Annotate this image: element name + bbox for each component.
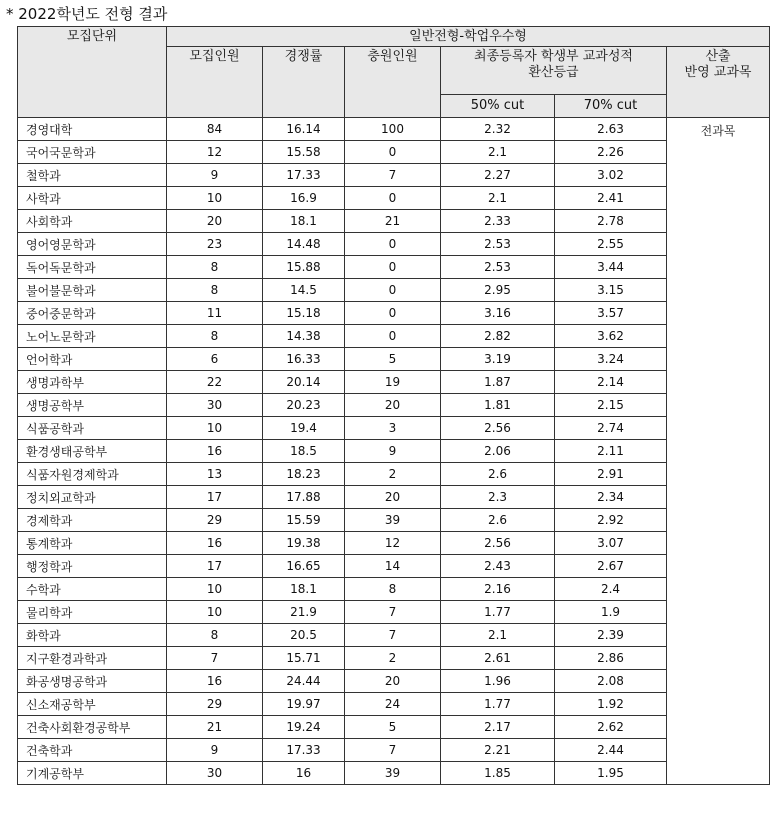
unit-name-cell: 경영대학 bbox=[18, 118, 167, 141]
additional-cell: 0 bbox=[345, 233, 441, 256]
unit-name-cell: 사회학과 bbox=[18, 210, 167, 233]
unit-name-cell: 국어국문학과 bbox=[18, 141, 167, 164]
table-row bbox=[18, 716, 770, 739]
competition-cell: 20.23 bbox=[263, 394, 345, 417]
header-reflect-line1: 산출 bbox=[705, 49, 731, 64]
cut50-cell: 2.43 bbox=[441, 555, 555, 578]
additional-cell: 39 bbox=[345, 509, 441, 532]
cut50-cell: 2.1 bbox=[441, 141, 555, 164]
additional-cell: 7 bbox=[345, 164, 441, 187]
cut50-cell: 2.53 bbox=[441, 233, 555, 256]
competition-cell: 20.14 bbox=[263, 371, 345, 394]
competition-cell: 18.5 bbox=[263, 440, 345, 463]
unit-name-cell: 행정학과 bbox=[18, 555, 167, 578]
cut50-cell: 2.1 bbox=[441, 187, 555, 210]
competition-cell: 17.33 bbox=[263, 164, 345, 187]
cut50-cell: 1.77 bbox=[441, 693, 555, 716]
competition-cell: 16 bbox=[263, 762, 345, 785]
table-row bbox=[18, 348, 770, 371]
quota-cell: 7 bbox=[167, 647, 263, 670]
table-row bbox=[18, 164, 770, 187]
cut50-cell: 2.53 bbox=[441, 256, 555, 279]
cut70-cell: 2.74 bbox=[555, 417, 667, 440]
unit-name-cell: 화학과 bbox=[18, 624, 167, 647]
cut70-cell: 2.62 bbox=[555, 716, 667, 739]
table-row bbox=[18, 141, 770, 164]
competition-cell: 19.38 bbox=[263, 532, 345, 555]
cut70-cell: 2.44 bbox=[555, 739, 667, 762]
quota-cell: 17 bbox=[167, 486, 263, 509]
additional-cell: 5 bbox=[345, 348, 441, 371]
cut70-cell: 2.78 bbox=[555, 210, 667, 233]
table-header bbox=[18, 27, 770, 118]
quota-cell: 10 bbox=[167, 187, 263, 210]
competition-cell: 18.1 bbox=[263, 210, 345, 233]
unit-name-cell: 식품공학과 bbox=[18, 417, 167, 440]
cut50-cell: 2.16 bbox=[441, 578, 555, 601]
unit-name-cell: 중어중문학과 bbox=[18, 302, 167, 325]
competition-cell: 15.71 bbox=[263, 647, 345, 670]
quota-cell: 9 bbox=[167, 739, 263, 762]
table-row bbox=[18, 578, 770, 601]
unit-name-cell: 지구환경과학과 bbox=[18, 647, 167, 670]
cut50-cell: 2.33 bbox=[441, 210, 555, 233]
additional-cell: 20 bbox=[345, 486, 441, 509]
quota-cell: 30 bbox=[167, 762, 263, 785]
quota-cell: 8 bbox=[167, 624, 263, 647]
competition-cell: 16.65 bbox=[263, 555, 345, 578]
unit-name-cell: 건축사회환경공학부 bbox=[18, 716, 167, 739]
table-row bbox=[18, 210, 770, 233]
additional-cell: 2 bbox=[345, 647, 441, 670]
cut50-cell: 2.21 bbox=[441, 739, 555, 762]
table-row bbox=[18, 302, 770, 325]
cut70-cell: 2.15 bbox=[555, 394, 667, 417]
competition-cell: 20.5 bbox=[263, 624, 345, 647]
quota-cell: 13 bbox=[167, 463, 263, 486]
header-grade-line1: 최종등록자 학생부 교과성적 bbox=[474, 49, 633, 64]
header-reflect bbox=[667, 47, 770, 118]
quota-cell: 29 bbox=[167, 509, 263, 532]
quota-cell: 84 bbox=[167, 118, 263, 141]
cut50-cell: 1.96 bbox=[441, 670, 555, 693]
unit-name-cell: 기계공학부 bbox=[18, 762, 167, 785]
table-row bbox=[18, 693, 770, 716]
table-row bbox=[18, 233, 770, 256]
quota-cell: 16 bbox=[167, 532, 263, 555]
cut70-cell: 2.92 bbox=[555, 509, 667, 532]
additional-cell: 8 bbox=[345, 578, 441, 601]
unit-name-cell: 철학과 bbox=[18, 164, 167, 187]
additional-cell: 100 bbox=[345, 118, 441, 141]
cut50-cell: 2.82 bbox=[441, 325, 555, 348]
table-row bbox=[18, 118, 770, 141]
cut70-cell: 2.91 bbox=[555, 463, 667, 486]
unit-name-cell: 언어학과 bbox=[18, 348, 167, 371]
unit-name-cell: 물리학과 bbox=[18, 601, 167, 624]
competition-cell: 19.97 bbox=[263, 693, 345, 716]
unit-name-cell: 독어독문학과 bbox=[18, 256, 167, 279]
additional-cell: 39 bbox=[345, 762, 441, 785]
header-unit: 모집단위 bbox=[18, 27, 167, 118]
quota-cell: 8 bbox=[167, 256, 263, 279]
table-row bbox=[18, 532, 770, 555]
header-competition: 경쟁률 bbox=[263, 47, 345, 118]
competition-cell: 14.38 bbox=[263, 325, 345, 348]
unit-name-cell: 생명과학부 bbox=[18, 371, 167, 394]
additional-cell: 7 bbox=[345, 739, 441, 762]
table-row bbox=[18, 417, 770, 440]
header-admission-type: 일반전형-학업우수형 bbox=[167, 27, 770, 47]
header-grade bbox=[441, 47, 667, 95]
cut70-cell: 2.11 bbox=[555, 440, 667, 463]
cut50-cell: 2.27 bbox=[441, 164, 555, 187]
cut70-cell: 2.08 bbox=[555, 670, 667, 693]
quota-cell: 10 bbox=[167, 578, 263, 601]
cut70-cell: 3.24 bbox=[555, 348, 667, 371]
unit-name-cell: 정치외교학과 bbox=[18, 486, 167, 509]
unit-name-cell: 영어영문학과 bbox=[18, 233, 167, 256]
additional-cell: 7 bbox=[345, 624, 441, 647]
additional-cell: 0 bbox=[345, 279, 441, 302]
additional-cell: 14 bbox=[345, 555, 441, 578]
quota-cell: 23 bbox=[167, 233, 263, 256]
competition-cell: 17.88 bbox=[263, 486, 345, 509]
cut70-cell: 2.63 bbox=[555, 118, 667, 141]
competition-cell: 14.48 bbox=[263, 233, 345, 256]
cut50-cell: 2.3 bbox=[441, 486, 555, 509]
table-row bbox=[18, 371, 770, 394]
unit-name-cell: 불어불문학과 bbox=[18, 279, 167, 302]
cut70-cell: 3.44 bbox=[555, 256, 667, 279]
cut70-cell: 2.86 bbox=[555, 647, 667, 670]
table-row bbox=[18, 555, 770, 578]
quota-cell: 10 bbox=[167, 601, 263, 624]
additional-cell: 0 bbox=[345, 256, 441, 279]
header-grade-line2: 환산등급 bbox=[528, 65, 579, 80]
competition-cell: 15.59 bbox=[263, 509, 345, 532]
unit-name-cell: 환경생태공학부 bbox=[18, 440, 167, 463]
competition-cell: 18.1 bbox=[263, 578, 345, 601]
quota-cell: 30 bbox=[167, 394, 263, 417]
cut70-cell: 2.55 bbox=[555, 233, 667, 256]
competition-cell: 24.44 bbox=[263, 670, 345, 693]
table-row bbox=[18, 670, 770, 693]
additional-cell: 12 bbox=[345, 532, 441, 555]
table-row bbox=[18, 440, 770, 463]
additional-cell: 0 bbox=[345, 325, 441, 348]
additional-cell: 7 bbox=[345, 601, 441, 624]
competition-cell: 16.9 bbox=[263, 187, 345, 210]
competition-cell: 19.4 bbox=[263, 417, 345, 440]
cut50-cell: 3.16 bbox=[441, 302, 555, 325]
cut70-cell: 3.15 bbox=[555, 279, 667, 302]
cut50-cell: 2.56 bbox=[441, 417, 555, 440]
additional-cell: 9 bbox=[345, 440, 441, 463]
cut70-cell: 2.34 bbox=[555, 486, 667, 509]
table-row bbox=[18, 601, 770, 624]
quota-cell: 6 bbox=[167, 348, 263, 371]
cut70-cell: 1.95 bbox=[555, 762, 667, 785]
unit-name-cell: 사학과 bbox=[18, 187, 167, 210]
table-row bbox=[18, 279, 770, 302]
cut70-cell: 2.4 bbox=[555, 578, 667, 601]
cut50-cell: 2.6 bbox=[441, 509, 555, 532]
competition-cell: 15.88 bbox=[263, 256, 345, 279]
additional-cell: 5 bbox=[345, 716, 441, 739]
quota-cell: 16 bbox=[167, 440, 263, 463]
quota-cell: 29 bbox=[167, 693, 263, 716]
unit-name-cell: 노어노문학과 bbox=[18, 325, 167, 348]
competition-cell: 16.33 bbox=[263, 348, 345, 371]
header-reflect-line2: 반영 교과목 bbox=[684, 65, 752, 80]
header-cut70: 70% cut bbox=[555, 95, 667, 118]
table-row bbox=[18, 509, 770, 532]
additional-cell: 2 bbox=[345, 463, 441, 486]
cut50-cell: 2.1 bbox=[441, 624, 555, 647]
cut50-cell: 3.19 bbox=[441, 348, 555, 371]
quota-cell: 17 bbox=[167, 555, 263, 578]
cut70-cell: 1.92 bbox=[555, 693, 667, 716]
cut70-cell: 2.67 bbox=[555, 555, 667, 578]
cut50-cell: 1.81 bbox=[441, 394, 555, 417]
unit-name-cell: 화공생명공학과 bbox=[18, 670, 167, 693]
quota-cell: 8 bbox=[167, 325, 263, 348]
competition-cell: 15.58 bbox=[263, 141, 345, 164]
additional-cell: 0 bbox=[345, 302, 441, 325]
cut70-cell: 3.02 bbox=[555, 164, 667, 187]
unit-name-cell: 통계학과 bbox=[18, 532, 167, 555]
cut50-cell: 1.87 bbox=[441, 371, 555, 394]
cut70-cell: 3.07 bbox=[555, 532, 667, 555]
quota-cell: 11 bbox=[167, 302, 263, 325]
additional-cell: 20 bbox=[345, 394, 441, 417]
additional-cell: 0 bbox=[345, 141, 441, 164]
table-row bbox=[18, 394, 770, 417]
reflect-subjects-cell: 전과목 bbox=[667, 118, 770, 785]
cut50-cell: 2.95 bbox=[441, 279, 555, 302]
unit-name-cell: 신소재공학부 bbox=[18, 693, 167, 716]
cut70-cell: 3.62 bbox=[555, 325, 667, 348]
table-row bbox=[18, 325, 770, 348]
competition-cell: 17.33 bbox=[263, 739, 345, 762]
cut50-cell: 2.06 bbox=[441, 440, 555, 463]
quota-cell: 21 bbox=[167, 716, 263, 739]
competition-cell: 16.14 bbox=[263, 118, 345, 141]
competition-cell: 15.18 bbox=[263, 302, 345, 325]
additional-cell: 19 bbox=[345, 371, 441, 394]
cut70-cell: 2.41 bbox=[555, 187, 667, 210]
table-row bbox=[18, 463, 770, 486]
table-row bbox=[18, 647, 770, 670]
cut50-cell: 1.77 bbox=[441, 601, 555, 624]
table-body bbox=[18, 118, 770, 785]
quota-cell: 12 bbox=[167, 141, 263, 164]
unit-name-cell: 생명공학부 bbox=[18, 394, 167, 417]
additional-cell: 20 bbox=[345, 670, 441, 693]
quota-cell: 8 bbox=[167, 279, 263, 302]
header-cut50: 50% cut bbox=[441, 95, 555, 118]
cut50-cell: 2.32 bbox=[441, 118, 555, 141]
quota-cell: 20 bbox=[167, 210, 263, 233]
quota-cell: 22 bbox=[167, 371, 263, 394]
additional-cell: 0 bbox=[345, 187, 441, 210]
unit-name-cell: 식품자원경제학과 bbox=[18, 463, 167, 486]
competition-cell: 19.24 bbox=[263, 716, 345, 739]
additional-cell: 3 bbox=[345, 417, 441, 440]
quota-cell: 10 bbox=[167, 417, 263, 440]
table-row bbox=[18, 624, 770, 647]
cut50-cell: 1.85 bbox=[441, 762, 555, 785]
cut70-cell: 2.14 bbox=[555, 371, 667, 394]
additional-cell: 24 bbox=[345, 693, 441, 716]
cut50-cell: 2.56 bbox=[441, 532, 555, 555]
cut70-cell: 2.39 bbox=[555, 624, 667, 647]
unit-name-cell: 경제학과 bbox=[18, 509, 167, 532]
cut50-cell: 2.61 bbox=[441, 647, 555, 670]
unit-name-cell: 건축학과 bbox=[18, 739, 167, 762]
table-row bbox=[18, 256, 770, 279]
competition-cell: 14.5 bbox=[263, 279, 345, 302]
table-row bbox=[18, 187, 770, 210]
table-row bbox=[18, 739, 770, 762]
cut50-cell: 2.17 bbox=[441, 716, 555, 739]
admission-results-table bbox=[17, 26, 770, 785]
quota-cell: 16 bbox=[167, 670, 263, 693]
table-row bbox=[18, 486, 770, 509]
cut70-cell: 3.57 bbox=[555, 302, 667, 325]
quota-cell: 9 bbox=[167, 164, 263, 187]
competition-cell: 21.9 bbox=[263, 601, 345, 624]
table-caption: * 2022학년도 전형 결과 bbox=[6, 5, 168, 23]
unit-name-cell: 수학과 bbox=[18, 578, 167, 601]
competition-cell: 18.23 bbox=[263, 463, 345, 486]
additional-cell: 21 bbox=[345, 210, 441, 233]
cut70-cell: 2.26 bbox=[555, 141, 667, 164]
header-additional: 충원인원 bbox=[345, 47, 441, 118]
cut70-cell: 1.9 bbox=[555, 601, 667, 624]
table-row bbox=[18, 762, 770, 785]
header-quota: 모집인원 bbox=[167, 47, 263, 118]
cut50-cell: 2.6 bbox=[441, 463, 555, 486]
